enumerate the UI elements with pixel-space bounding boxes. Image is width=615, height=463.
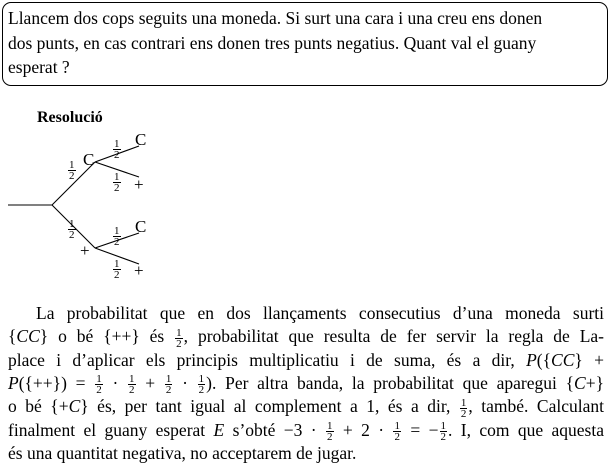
text-run: s’obté −3 · (224, 419, 325, 440)
text-run: finalment el guany esperat (8, 419, 214, 440)
fraction: $\frac{1}{2}$ (129, 373, 135, 397)
math-symbol: CC (16, 326, 40, 347)
leaf-C-bottom: C (135, 217, 147, 236)
paragraph-line (8, 396, 604, 418)
fraction: $\frac{1}{2}$ (440, 419, 446, 443)
fraction: $\frac{1}{2}$ (165, 373, 172, 397)
math-symbol: E (213, 419, 225, 440)
paragraph-line (8, 350, 604, 370)
prob-label: 1 2 (114, 171, 120, 194)
text-run: } o bé {++} és (39, 326, 175, 347)
leaf-plus-top: + (134, 175, 144, 194)
fraction: $\frac{1}{2}$ (198, 373, 205, 397)
text-run: · (103, 372, 128, 393)
text-run: ({ (536, 349, 552, 370)
problem-line-2: dos punts, en cas contrari ens donen tres punts negatius. Quant val el guany (8, 33, 537, 53)
text-run: place i d’aplicar els principis multiplicatiu i de suma, és a dir, (8, 349, 527, 370)
text-run: { (8, 326, 17, 347)
fraction: $\frac{1}{2}$ (176, 326, 182, 350)
math-symbol: P (8, 372, 19, 393)
math-symbol: CC (551, 349, 575, 370)
math-symbol: P (526, 349, 537, 370)
text-run: · (173, 372, 197, 393)
prob-label: 1 2 (69, 218, 75, 241)
fraction: $\frac{1}{2}$ (327, 419, 333, 443)
text-run: , probabilitat que resulta de fer servir la regla de La- (183, 326, 604, 347)
text-run: és una quantitat negativa, no acceptarem de jugar. (8, 442, 357, 463)
prob-label: 1 2 (114, 138, 120, 161)
text-run: } és, per tant igual al complement a 1, és a dir, (80, 396, 459, 417)
node-C: C (83, 150, 95, 169)
text-run: = − (401, 419, 439, 440)
text-run: } + (574, 349, 604, 370)
problem-line-3: esperat ? (8, 57, 70, 77)
paragraph-line (8, 326, 604, 348)
fraction: $\frac{1}{2}$ (96, 373, 102, 397)
text-run: + (136, 372, 164, 393)
leaf-C-top: C (135, 130, 147, 149)
node-plus: + (80, 241, 90, 260)
prob-label: 1 2 (114, 258, 120, 281)
text-run: + 2 · (334, 419, 393, 440)
fraction: $\frac{1}{2}$ (394, 419, 400, 443)
math-symbol: C (68, 396, 81, 417)
text-run: o bé {+ (8, 396, 69, 417)
text-run: , també. Calculant (468, 396, 604, 417)
math-symbol: C (574, 372, 586, 393)
paragraph-line (8, 420, 604, 442)
solution-title: Resolució (37, 109, 103, 126)
leaf-plus-bottom: + (134, 261, 144, 280)
text-run: La probabilitat que en dos llançaments consecutius d’una moneda surti (36, 303, 604, 323)
fraction: $\frac{1}{2}$ (460, 396, 467, 420)
text-run: +} (585, 372, 604, 393)
paragraph-line (8, 373, 604, 395)
paragraph-line (8, 303, 604, 323)
prob-label: 1 2 (69, 159, 75, 182)
prob-label: 1 2 (114, 225, 120, 248)
text-run: ). Per altra banda, la probabilitat que aparegui { (206, 372, 575, 393)
text-run: . I, com que aquesta (448, 419, 604, 440)
text-run: ({++}) = (18, 372, 95, 393)
problem-line-1: Llancem dos cops seguits una moneda. Si surt una cara i una creu ens donen (8, 8, 543, 28)
